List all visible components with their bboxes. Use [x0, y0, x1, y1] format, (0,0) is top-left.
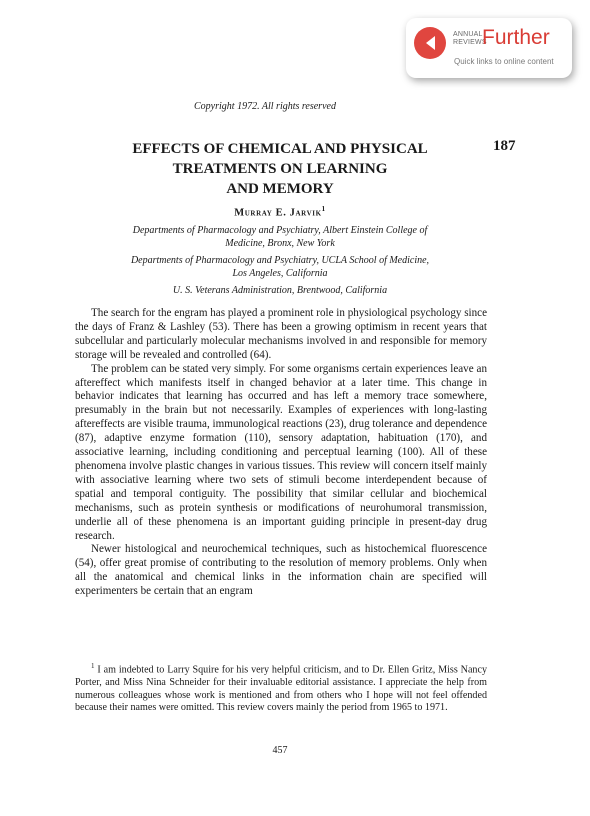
footnote-mark: 1 [91, 662, 95, 670]
badge-annual-line: ANNUAL [453, 31, 483, 38]
footnote-text: I am indebted to Larry Squire for his very helpful criticism, and to Dr. Ellen Gritz, Miss Nancy Porter, and Miss Nina Schneider for their invaluable editorial assistance. I appreciate the help from numerous colleagues whose work is mentioned and from others who I hope will not feel offended because their names were omitted. This review covers mainly the period from 1965 to 1971. [75, 664, 487, 714]
badge-further-label: Further [482, 26, 550, 49]
badge-reviews-line: REVIEWS [453, 39, 487, 46]
article-title [110, 139, 450, 199]
body-paragraph-1: The search for the engram has played a prominent role in physiological psychology since the days of Franz & Lashley (53). There has been a growing optimism in recent years that subcellular and particularly molecular mechanisms involved in and responsible for memory storage will be revealed and controlled (64). [75, 307, 487, 361]
author-footnote-mark: 1 [321, 205, 326, 213]
title-line-1: EFFECTS OF CHEMICAL AND PHYSICAL [132, 141, 428, 157]
page-number: 457 [272, 745, 288, 756]
back-arrow-icon [414, 27, 446, 59]
footnote-paragraph [75, 660, 487, 715]
copyright-notice: Copyright 1972. All rights reserved [194, 101, 336, 112]
badge-subtitle: Quick links to online content [454, 57, 554, 66]
body-paragraph-3: Newer histological and neurochemical techniques, such as histochemical fluorescence (54), offer great promise of contributing to the resolution of memory problems. Only when all the anatomical and chemical links in the information chain are specified will experimenters be certain that an engram [75, 543, 487, 598]
affiliation-line-2: Medicine, Bronx, New York [225, 238, 335, 249]
article-body [75, 307, 487, 599]
annual-reviews-further-badge[interactable] [406, 18, 572, 78]
title-line-2: TREATMENTS ON LEARNING [172, 161, 388, 177]
affiliation-line-3: Departments of Pharmacology and Psychiatry, UCLA School of Medicine, [130, 255, 430, 266]
footnote [75, 660, 487, 715]
affiliation-line-5: U. S. Veterans Administration, Brentwood, California [172, 285, 388, 296]
author-name: Murray E. Jarvik [234, 207, 322, 219]
affiliation-line-4: Los Angeles, California [232, 268, 328, 279]
author-byline [0, 205, 560, 219]
title-line-3: AND MEMORY [226, 181, 334, 197]
affiliation-line-1: Departments of Pharmacology and Psychiatry, Albert Einstein College of [132, 225, 428, 236]
body-paragraph-2: The problem can be stated very simply. For some organisms certain experiences leave an aftereffect which manifests itself in changed behavior at a later time. This change in behavior indicates that learning has occurred and has left a memory trace somewhere, presumably in the brain but not necessarily. Examples of experiences with long-lasting aftereffects are visible trauma, immunological reactions (23), drug tolerance and dependence (87), adaptive enzyme formation (110), sensory adaptation, habituation (170), and associative learning, including conditioning and perceptual learning (100). All of these phenomena involve plastic changes in various tissues. This review will concern itself mainly with associative learning where two sets of stimuli become interdependent because of spatial and temporal contiguity. The possibility that similar cellular and biochemical mechanisms, such as protein synthesis or modifications of neurohumoral transmission, underlie all of these phenomena is an important guiding principle in present-day drug research. [75, 362, 487, 542]
journal-page-number: 187 [493, 138, 516, 154]
